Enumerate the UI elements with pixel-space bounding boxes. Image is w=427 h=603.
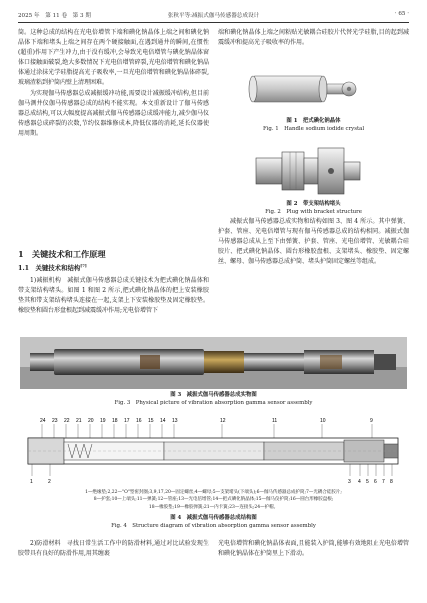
- header-rule: [18, 22, 409, 23]
- figure-2-bracket-plug: [250, 138, 370, 198]
- callout-number: 9: [370, 418, 373, 424]
- paragraph: 光电倍增管和碘化钠晶体表面,且能装入护筒,能够有效地阻止光电倍增管和碘化钠晶体在护筒里上下滑动。: [218, 540, 409, 558]
- left-column-body: [18, 28, 209, 139]
- legend-line: 8—护套;10—上端头;11—弹簧;12—管座;13—光电倍增管;14—把式碘化钠晶体;15—伽马仪护筒;16—圆台形橡胶盘根;: [93, 497, 334, 503]
- callout-number: 20: [88, 418, 94, 424]
- running-header: [18, 11, 409, 21]
- figure-3-caption-zh: 图 3 减振式伽马传感器总成实物图: [170, 392, 257, 398]
- callout-number: 21: [76, 418, 82, 424]
- legend-line: 18—橡胶垫;19—橡胶弹簧;21—内卡簧;23—连接头;24—护帽。: [148, 504, 279, 510]
- callout-number: 24: [40, 418, 46, 424]
- figure-1-caption-en: Fig. 1 Handle sodium iodide crystal: [262, 126, 365, 132]
- figure-4-legend: [20, 489, 407, 511]
- callout-number: 15: [148, 418, 154, 424]
- citation-ref: [7]: [80, 263, 87, 268]
- callout-number: 3: [348, 479, 351, 485]
- figure-3-photo: [20, 337, 407, 389]
- paragraph: 2)防滑材料 寻找日常生活工作中的防滑材料,通过对比试验发现生胶带具有良好的防滑作用,用其缠裹: [18, 540, 209, 558]
- callout-number: 5: [366, 479, 369, 485]
- callout-number: 11: [272, 418, 278, 424]
- paragraph: 为实现伽马传感器总成减振缓冲功能,需要设计减振缓冲结构,但目前伽马测井仪伽马传感器总成的结构不能实现。本文重新设计了伽马传感器总成结构,可以大幅度提高减振式伽马传感器总成缓冲能力,减少伽马仪传感器总成碎裂的次数,节约仪器维修成本,降低仪器的消耗,延长仪器使用周期。: [18, 89, 209, 137]
- figure-1-caption-zh: 图 1 把式碘化钠晶体: [286, 118, 341, 124]
- right-column-top: [218, 28, 409, 48]
- callout-number: 23: [52, 418, 58, 424]
- left-column-body-2: [18, 276, 209, 316]
- paragraph: 1)减振机构 减振式伽马传感器总成关键技术为把式碘化钠晶体和带支架结构堵头。如图 1 和图 2 所示,把式碘化钠晶体的把上安装橡胶垫其和带支架结构堵头连接在一起,支架上下安装橡胶垫及固定橡胶垫。橡胶垫和圆台形盘根起到减震缓冲作用;光电倍增管下: [18, 277, 209, 315]
- subsection-heading: [18, 263, 87, 272]
- running-title: 张秋平等:减振式伽马传感器总成设计: [167, 13, 260, 19]
- legend-line: 1—绝缘垫;2,22—"O"型密封圈;3,9,17,20—固定螺丝;4—螺母;5—支架堵头(下端头);6—伽马传感器总成护筒;7—光耦合硅胶片;: [85, 490, 342, 495]
- callout-number: 22: [64, 418, 70, 424]
- callout-number: 17: [124, 418, 130, 424]
- page-number: · 65 ·: [394, 11, 409, 17]
- callout-number: 2: [48, 479, 51, 485]
- callout-number: 10: [320, 418, 326, 424]
- paragraph: 筒。这种总成的结构在光电倍增管下端和碘化钠晶体上端之间和碘化钠晶体下端和堵头上端之间存在两个硬接触面,在遇到通井的瞬间,在惯性(超重)作用下产生冲力,由于没有缓冲,会导致光电倍增管与碘化钠晶体窗体口接触面破裂,绝大多数情况下光电倍增管碎裂,光电倍增管和碘化钠晶体通过涂抹光学硅脂提高光子吸收率,一旦光电倍增管和碘化钠晶体碎裂,玻璃渣粘到护筒内壁上清理困难。: [18, 29, 209, 87]
- figure-1-handle-crystal: [245, 58, 365, 114]
- callout-number: 1: [30, 479, 33, 485]
- callout-number: 6: [374, 479, 377, 485]
- journal-issue: 2025 年 第 11 卷 第 3 期: [18, 13, 91, 19]
- left-column-bottom: [18, 539, 209, 559]
- callout-number: 4: [358, 479, 361, 485]
- paragraph: 端和碘化钠晶体上端之间粘贴光敏耦合硅胶片代替光学硅脂,目的起到减震缓冲和提高光子吸收率的作用。: [218, 29, 409, 47]
- paragraph: 减振式伽马传感器总成实物和结构如图 3、图 4 所示。其中弹簧、护套、管座、光电倍增管与现有伽马传感器总成的结构相同。减振式伽马传感器总成从上至下由弹簧、护套、管座、光电倍增管、光敏耦合硅胶片、把式碘化钠晶体、圆台形橡胶盘根、支架堵头、橡胶垫、固定螺丝、螺母、伽马传感器总成护筒、堵头护筒固定螺丝等组成。: [218, 218, 409, 266]
- callout-number: 8: [390, 479, 393, 485]
- callout-number: 14: [160, 418, 166, 424]
- figure-2-caption-en: Fig. 2 Plug with bracket structure: [265, 209, 362, 215]
- callout-number: 13: [172, 418, 178, 424]
- figure-3-caption-en: Fig. 3 Physical picture of vibration absorption gamma sensor assembly: [114, 400, 313, 406]
- callout-number: 19: [100, 418, 106, 424]
- figure-2-caption-zh: 图 2 带支架结构堵头: [286, 201, 341, 207]
- figure-2-caption: [218, 200, 409, 216]
- callout-number: 18: [112, 418, 118, 424]
- right-column-bottom: [218, 539, 409, 559]
- callout-number: 16: [136, 418, 142, 424]
- section-heading: 1 关键技术和工作原理: [18, 249, 106, 259]
- figure-1-caption: [218, 117, 409, 133]
- figure-4-caption: [18, 514, 409, 530]
- subsection-heading-text: 1.1 关键技术和结构: [18, 264, 81, 273]
- figure-4-caption-en: Fig. 4 Structure diagram of vibration absorption gamma sensor assembly: [111, 523, 316, 529]
- callout-number: 7: [382, 479, 385, 485]
- figure-4-structure-diagram: [20, 414, 407, 486]
- callout-number: 12: [220, 418, 226, 424]
- figure-3-caption: [18, 391, 409, 407]
- right-column-mid: [218, 217, 409, 267]
- figure-4-caption-zh: 图 4 减振式伽马传感器总成结构图: [170, 515, 257, 521]
